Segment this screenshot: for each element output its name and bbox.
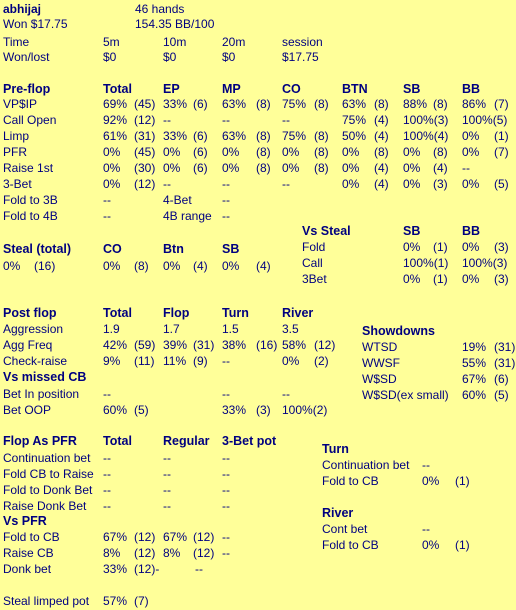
vs-missed-cb-header: Vs missed CB — [3, 370, 87, 384]
preflop-cell-value: 0% — [342, 161, 360, 175]
flop-pfr-value: -- — [163, 467, 171, 481]
river-row-label: Cont bet — [322, 522, 368, 536]
preflop-row-label: VP$IP — [3, 97, 38, 111]
postflop-value: 1.9 — [103, 322, 120, 336]
preflop-cell-count: (8) — [433, 145, 448, 159]
preflop-cell-count: (7) — [494, 97, 509, 111]
preflop-row-label: 3-Bet — [3, 177, 32, 191]
vs-pfr-count: (12)- — [134, 562, 160, 576]
time-label: Time — [3, 35, 30, 49]
postflop-count: (9) — [193, 354, 208, 368]
turn-value: -- — [422, 458, 430, 472]
postflop-row-label: Check-raise — [3, 354, 68, 368]
showdown-label: W$SD — [362, 372, 397, 386]
preflop-cell-value: 0% — [342, 145, 360, 159]
preflop-cell-count: (8) — [314, 97, 329, 111]
steal-count: (8) — [134, 259, 149, 273]
preflop-row-label: Limp — [3, 129, 30, 143]
preflop-cell-value: 0% — [403, 177, 421, 191]
vs-steal-row-label: Fold — [302, 240, 326, 254]
preflop-col-header: CO — [282, 82, 301, 96]
missed-cb-value: -- — [103, 387, 111, 401]
preflop-col-header: EP — [163, 82, 180, 96]
vs-steal-value: 100%(3) — [462, 256, 508, 270]
postflop-value: 39% — [163, 338, 188, 352]
preflop-cell-value: 69% — [103, 97, 128, 111]
postflop-value: 9% — [103, 354, 121, 368]
preflop-cell-value: -- — [462, 161, 470, 175]
preflop-cell-count: (7) — [494, 145, 509, 159]
preflop-cell-value: 86% — [462, 97, 487, 111]
vs-pfr-value: -- — [222, 546, 230, 560]
postflop-row-label: Agg Freq — [3, 338, 53, 352]
preflop-cell-value: 88% — [403, 97, 428, 111]
preflop-cell-count: (1) — [494, 129, 509, 143]
steal-value: 0% — [103, 259, 121, 273]
fold-4b-label: Fold to 4B — [3, 209, 58, 223]
fold-3b-value: -- — [103, 193, 111, 207]
river-row-label: Fold to CB — [322, 538, 379, 552]
showdown-count: (6) — [494, 372, 509, 386]
postflop-value: 58% — [282, 338, 307, 352]
showdown-label: WTSD — [362, 340, 398, 354]
preflop-header: Pre-flop — [3, 82, 51, 96]
steal-value: 0% — [222, 259, 240, 273]
preflop-cell-count: (6) — [193, 129, 208, 143]
postflop-row-label: Aggression — [3, 322, 64, 336]
vs-steal-row-label: Call — [302, 256, 323, 270]
period-header: session — [282, 35, 323, 49]
fourb-range-label: 4B range — [163, 209, 212, 223]
preflop-cell-value: 33% — [163, 97, 188, 111]
preflop-cell-value: 100%(4) — [403, 129, 449, 143]
missed-cb-value: -- — [282, 387, 290, 401]
vs-steal-row-label: 3Bet — [302, 272, 327, 286]
flop-pfr-value: -- — [103, 499, 111, 513]
vs-steal-value: 0% — [403, 240, 421, 254]
preflop-cell-count: (8) — [374, 145, 389, 159]
player-name: abhijaj — [3, 2, 42, 16]
preflop-cell-count: (8) — [314, 161, 329, 175]
preflop-cell-value: 0% — [103, 177, 121, 191]
vs-pfr-row-label: Donk bet — [3, 562, 52, 576]
preflop-cell-value: 0% — [462, 145, 480, 159]
flop-pfr-col-header: Total — [103, 434, 132, 448]
preflop-cell-value: 75% — [342, 113, 367, 127]
flop-pfr-value: -- — [103, 451, 111, 465]
period-header: 5m — [103, 35, 120, 49]
flop-pfr-value: -- — [163, 499, 171, 513]
preflop-cell-value: 75% — [282, 129, 307, 143]
postflop-value: 1.5 — [222, 322, 239, 336]
period-header: 20m — [222, 35, 246, 49]
showdown-count: (31) — [494, 356, 516, 370]
vs-steal-value: 0% — [462, 272, 480, 286]
steal-count: (4) — [193, 259, 208, 273]
preflop-cell-count: (8) — [256, 161, 271, 175]
missed-cb-count: (3) — [256, 403, 271, 417]
preflop-cell-value: 0% — [282, 161, 300, 175]
postflop-col-header: Total — [103, 306, 132, 320]
fourbet-label: 4-Bet — [163, 193, 192, 207]
preflop-cell-count: (4) — [374, 177, 389, 191]
showdown-value: 19% — [462, 340, 487, 354]
flop-pfr-value: -- — [222, 451, 230, 465]
vs-steal-count: (1) — [433, 240, 448, 254]
preflop-cell-count: (45) — [134, 97, 156, 111]
postflop-count: (16) — [256, 338, 278, 352]
preflop-cell-value: 0% — [403, 161, 421, 175]
vs-pfr-count: (12) — [134, 530, 156, 544]
vs-steal-value: 0% — [403, 272, 421, 286]
preflop-cell-value: 0% — [103, 161, 121, 175]
turn-value: 0% — [422, 474, 440, 488]
flop-pfr-col-header: Regular — [163, 434, 210, 448]
steal-col-header: SB — [222, 242, 240, 256]
preflop-cell-value: 0% — [462, 129, 480, 143]
preflop-col-header: SB — [403, 82, 421, 96]
postflop-value: 11% — [163, 354, 187, 368]
preflop-cell-value: -- — [282, 113, 290, 127]
showdown-label: W$SD(ex small) — [362, 388, 449, 402]
preflop-row-label: Raise 1st — [3, 161, 54, 175]
preflop-row-label: Call Open — [3, 113, 57, 127]
missed-cb-row-label: Bet OOP — [3, 403, 52, 417]
preflop-cell-value: 0% — [222, 161, 240, 175]
flop-pfr-header: Flop As PFR — [3, 434, 77, 448]
postflop-value: 38% — [222, 338, 247, 352]
preflop-row-label: PFR — [3, 145, 27, 159]
preflop-cell-value: 0% — [403, 145, 421, 159]
vs-pfr-row-label: Fold to CB — [3, 530, 60, 544]
won-amount: Won $17.75 — [3, 17, 68, 31]
postflop-value: -- — [222, 354, 230, 368]
preflop-cell-count: (4) — [374, 113, 389, 127]
wonlost-value: $0 — [222, 50, 236, 64]
period-header: 10m — [163, 35, 187, 49]
showdowns-header: Showdowns — [362, 324, 435, 338]
flop-pfr-value: -- — [163, 483, 171, 497]
steal-limped-label: Steal limped pot — [3, 594, 90, 608]
preflop-cell-value: 0% — [163, 161, 181, 175]
preflop-cell-value: 92% — [103, 113, 128, 127]
vs-pfr-value: 67% — [163, 530, 188, 544]
flop-pfr-value: -- — [103, 467, 111, 481]
postflop-col-header: River — [282, 306, 314, 320]
fourb-range-value: -- — [222, 209, 230, 223]
flop-pfr-row-label: Continuation bet — [3, 451, 91, 465]
postflop-count: (31) — [193, 338, 215, 352]
flop-pfr-row-label: Fold CB to Raise — [3, 467, 94, 481]
wonlost-value: $0 — [163, 50, 177, 64]
preflop-cell-count: (8) — [314, 145, 329, 159]
steal-limped-count: (7) — [134, 594, 149, 608]
preflop-cell-count: (8) — [433, 97, 448, 111]
preflop-cell-count: (8) — [256, 145, 271, 159]
preflop-cell-count: (6) — [193, 161, 208, 175]
preflop-cell-count: (3) — [433, 177, 448, 191]
vs-pfr-header: Vs PFR — [3, 514, 47, 528]
steal-count: (4) — [256, 259, 271, 273]
vs-steal-col-header: BB — [462, 224, 481, 238]
missed-cb-value: 100%(2) — [282, 403, 328, 417]
postflop-count: (2) — [314, 354, 329, 368]
vs-pfr-value: 8% — [163, 546, 181, 560]
vs-pfr-count: (12) — [134, 546, 156, 560]
postflop-header: Post flop — [3, 306, 57, 320]
vs-pfr-value: 8% — [103, 546, 121, 560]
preflop-col-header: BTN — [342, 82, 368, 96]
preflop-cell-value: 100%(5) — [462, 113, 508, 127]
missed-cb-row-label: Bet In position — [3, 387, 80, 401]
turn-row-label: Continuation bet — [322, 458, 410, 472]
postflop-value: 3.5 — [282, 322, 299, 336]
vs-steal-value: 0% — [462, 240, 480, 254]
showdown-count: (5) — [494, 388, 509, 402]
preflop-cell-value: 100%(3) — [403, 113, 449, 127]
preflop-cell-count: (8) — [256, 129, 271, 143]
preflop-cell-value: 63% — [222, 97, 247, 111]
showdown-label: WWSF — [362, 356, 400, 370]
flop-pfr-value: -- — [163, 451, 171, 465]
missed-cb-value: -- — [222, 387, 230, 401]
steal-total-value: 0% — [3, 259, 21, 273]
preflop-cell-count: (6) — [193, 97, 208, 111]
preflop-cell-value: 0% — [282, 145, 300, 159]
preflop-cell-value: -- — [222, 113, 230, 127]
wonlost-value: $17.75 — [282, 50, 319, 64]
preflop-cell-value: 0% — [222, 145, 240, 159]
preflop-cell-value: 61% — [103, 129, 128, 143]
steal-col-header: Btn — [163, 242, 184, 256]
vs-pfr-row-label: Raise CB — [3, 546, 54, 560]
vs-pfr-value: 33% — [103, 562, 128, 576]
vs-pfr-value: -- — [195, 562, 203, 576]
preflop-cell-count: (30) — [134, 161, 156, 175]
postflop-count: (59) — [134, 338, 156, 352]
flop-pfr-value: -- — [222, 483, 230, 497]
preflop-cell-value: 0% — [163, 145, 181, 159]
vs-steal-col-header: SB — [403, 224, 421, 238]
preflop-cell-value: 50% — [342, 129, 367, 143]
preflop-cell-value: 63% — [222, 129, 247, 143]
preflop-cell-value: -- — [222, 177, 230, 191]
flop-pfr-value: -- — [222, 467, 230, 481]
steal-total-count: (16) — [34, 259, 56, 273]
steal-value: 0% — [163, 259, 181, 273]
preflop-cell-count: (12) — [134, 113, 156, 127]
showdown-value: 67% — [462, 372, 487, 386]
wonlost-label: Won/lost — [3, 50, 50, 64]
preflop-cell-value: 33% — [163, 129, 188, 143]
vs-steal-count: (3) — [494, 272, 509, 286]
steal-limped-value: 57% — [103, 594, 128, 608]
bb-per-100: 154.35 BB/100 — [135, 17, 215, 31]
postflop-col-header: Turn — [222, 306, 249, 320]
preflop-cell-value: 0% — [103, 145, 121, 159]
preflop-cell-count: (45) — [134, 145, 156, 159]
postflop-value: 42% — [103, 338, 128, 352]
hands-count: 46 hands — [135, 2, 185, 16]
missed-cb-value: 60% — [103, 403, 128, 417]
preflop-cell-count: (4) — [433, 161, 448, 175]
flop-pfr-row-label: Raise Donk Bet — [3, 499, 87, 513]
preflop-cell-count: (4) — [374, 129, 389, 143]
vs-pfr-count: (12) — [193, 546, 215, 560]
river-value: 0% — [422, 538, 440, 552]
vs-steal-header: Vs Steal — [302, 224, 351, 238]
fold-3b-label: Fold to 3B — [3, 193, 58, 207]
showdown-count: (31) — [494, 340, 516, 354]
preflop-cell-value: 75% — [282, 97, 307, 111]
fourbet-value: -- — [222, 193, 230, 207]
river-value: -- — [422, 522, 430, 536]
turn-row-label: Fold to CB — [322, 474, 379, 488]
postflop-value: 0% — [282, 354, 300, 368]
river-count: (1) — [455, 538, 470, 552]
preflop-cell-count: (31) — [134, 129, 156, 143]
missed-cb-count: (5) — [134, 403, 149, 417]
showdown-value: 55% — [462, 356, 487, 370]
preflop-col-header: BB — [462, 82, 481, 96]
preflop-cell-value: 0% — [342, 177, 360, 191]
vs-steal-count: (1) — [433, 272, 448, 286]
steal-header: Steal (total) — [3, 242, 72, 256]
turn-header: Turn — [322, 442, 349, 456]
preflop-cell-value: 0% — [462, 177, 480, 191]
flop-pfr-col-header: 3-Bet pot — [222, 434, 277, 448]
preflop-cell-value: -- — [163, 113, 171, 127]
preflop-cell-count: (5) — [494, 177, 509, 191]
vs-pfr-value: 67% — [103, 530, 128, 544]
vs-pfr-value: -- — [222, 530, 230, 544]
postflop-value: 1.7 — [163, 322, 180, 336]
preflop-cell-count: (8) — [256, 97, 271, 111]
preflop-cell-count: (6) — [193, 145, 208, 159]
preflop-cell-value: -- — [282, 177, 290, 191]
flop-pfr-value: -- — [103, 483, 111, 497]
turn-count: (1) — [455, 474, 470, 488]
preflop-cell-count: (4) — [374, 161, 389, 175]
flop-pfr-value: -- — [222, 499, 230, 513]
wonlost-value: $0 — [103, 50, 117, 64]
preflop-cell-count: (8) — [374, 97, 389, 111]
postflop-count: (11) — [134, 354, 155, 368]
steal-col-header: CO — [103, 242, 122, 256]
flop-pfr-row-label: Fold to Donk Bet — [3, 483, 93, 497]
postflop-count: (12) — [314, 338, 336, 352]
fold-4b-value: -- — [103, 209, 111, 223]
missed-cb-value: 33% — [222, 403, 247, 417]
vs-steal-value: 100%(1) — [403, 256, 449, 270]
preflop-col-header: MP — [222, 82, 241, 96]
preflop-cell-value: 63% — [342, 97, 367, 111]
showdown-value: 60% — [462, 388, 487, 402]
river-header: River — [322, 506, 354, 520]
preflop-cell-count: (12) — [134, 177, 156, 191]
preflop-cell-value: -- — [163, 177, 171, 191]
preflop-cell-count: (8) — [314, 129, 329, 143]
vs-pfr-count: (12) — [193, 530, 215, 544]
vs-steal-count: (3) — [494, 240, 509, 254]
preflop-col-header: Total — [103, 82, 132, 96]
postflop-col-header: Flop — [163, 306, 190, 320]
